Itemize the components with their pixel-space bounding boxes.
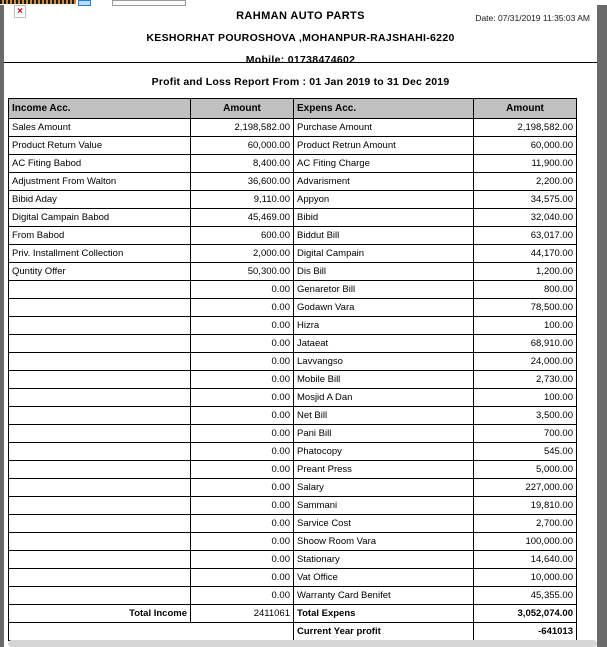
income-amount-cell: 0.00	[191, 280, 294, 298]
column-header-expense-acc: Expens Acc.	[294, 99, 474, 118]
table-row	[9, 244, 576, 262]
table-row	[9, 370, 576, 388]
expense-amount-cell: 68,910.00	[474, 334, 576, 352]
column-header-income-amount: Amount	[191, 99, 294, 118]
income-amount-cell: 2,198,582.00	[191, 118, 294, 136]
expense-amount-cell: 45,355.00	[474, 586, 576, 604]
table-row	[9, 298, 576, 316]
company-name: RAHMAN AUTO PARTS	[236, 10, 365, 22]
income-amount-cell: 0.00	[191, 352, 294, 370]
expense-label-cell: Biddut Bill	[294, 226, 474, 244]
company-mobile: Mobile: 01738474602	[245, 54, 356, 66]
income-amount-cell: 0.00	[191, 532, 294, 550]
profit-loss-table	[8, 98, 577, 641]
income-label-cell: Product Return Value	[9, 136, 191, 154]
income-amount-cell: 0.00	[191, 334, 294, 352]
table-row	[9, 568, 576, 586]
expense-label-cell: Purchase Amount	[294, 118, 474, 136]
expense-label-cell: Dis Bill	[294, 262, 474, 280]
expense-amount-cell: 227,000.00	[474, 478, 576, 496]
income-label-cell	[9, 550, 191, 568]
expense-amount-cell: 11,900.00	[474, 154, 576, 172]
totals-row	[9, 604, 576, 622]
profit-row-empty-cell	[9, 622, 294, 640]
income-amount-cell: 0.00	[191, 496, 294, 514]
income-label-cell	[9, 316, 191, 334]
income-amount-cell: 36,600.00	[191, 172, 294, 190]
expense-amount-cell: 100,000.00	[474, 532, 576, 550]
income-label-cell: Adjustment From Walton	[9, 172, 191, 190]
expense-amount-cell: 1,200.00	[474, 262, 576, 280]
expense-amount-cell: 63,017.00	[474, 226, 576, 244]
expense-label-cell: Mobile Bill	[294, 370, 474, 388]
table-row	[9, 208, 576, 226]
income-label-cell: Quntity Offer	[9, 262, 191, 280]
income-label-cell	[9, 586, 191, 604]
income-label-cell	[9, 442, 191, 460]
income-amount-cell: 60,000.00	[191, 136, 294, 154]
table-row	[9, 424, 576, 442]
income-label-cell	[9, 532, 191, 550]
income-amount-cell: 0.00	[191, 586, 294, 604]
table-row	[9, 316, 576, 334]
table-row	[9, 334, 576, 352]
expense-amount-cell: 5,000.00	[474, 460, 576, 478]
table-row	[9, 226, 576, 244]
table-row	[9, 460, 576, 478]
expense-amount-cell: 78,500.00	[474, 298, 576, 316]
expense-amount-cell: 700.00	[474, 424, 576, 442]
income-label-cell	[9, 280, 191, 298]
expense-amount-cell: 19,810.00	[474, 496, 576, 514]
table-row	[9, 478, 576, 496]
expense-label-cell: Pani Bill	[294, 424, 474, 442]
expense-label-cell: Lavvangso	[294, 352, 474, 370]
income-amount-cell: 2,000.00	[191, 244, 294, 262]
expense-label-cell: Stationary	[294, 550, 474, 568]
income-label-cell: Priv. Installment Collection	[9, 244, 191, 262]
table-row	[9, 118, 576, 136]
income-amount-cell: 0.00	[191, 298, 294, 316]
horizontal-scrollbar[interactable]	[8, 640, 597, 647]
report-title: Profit and Loss Report From : 01 Jan 2019 to 31 Dec 2019	[151, 76, 450, 88]
table-row	[9, 172, 576, 190]
table-row	[9, 190, 576, 208]
expense-amount-cell: 24,000.00	[474, 352, 576, 370]
current-year-profit-value: -641013	[474, 622, 576, 640]
expense-label-cell: Net Bill	[294, 406, 474, 424]
income-amount-cell: 0.00	[191, 550, 294, 568]
expense-label-cell: Vat Office	[294, 568, 474, 586]
expense-amount-cell: 2,200.00	[474, 172, 576, 190]
column-header-expense-amount: Amount	[506, 103, 544, 114]
table-row	[9, 262, 576, 280]
expense-amount-cell: 44,170.00	[474, 244, 576, 262]
expense-label-cell: Jataeat	[294, 334, 474, 352]
expense-label-cell: Sammani	[294, 496, 474, 514]
profit-row	[9, 622, 576, 640]
table-row	[9, 352, 576, 370]
current-year-profit-label: Current Year profit	[294, 622, 474, 640]
total-expense-value: 3,052,074.00	[474, 604, 576, 622]
income-amount-cell: 50,300.00	[191, 262, 294, 280]
income-label-cell	[9, 388, 191, 406]
expense-amount-cell: 32,040.00	[474, 208, 576, 226]
table-row	[9, 550, 576, 568]
income-amount-cell: 0.00	[191, 406, 294, 424]
report-header	[4, 0, 597, 66]
expense-label-cell: Godawn Vara	[294, 298, 474, 316]
expense-amount-cell: 10,000.00	[474, 568, 576, 586]
expense-amount-cell: 3,500.00	[474, 406, 576, 424]
broken-image-icon: ×	[14, 5, 26, 18]
expense-label-cell: AC Fiting Charge	[294, 154, 474, 172]
income-label-cell	[9, 424, 191, 442]
table-row	[9, 136, 576, 154]
table-row	[9, 154, 576, 172]
income-label-cell	[9, 496, 191, 514]
total-expense-label: Total Expens	[294, 604, 474, 622]
income-amount-cell: 8,400.00	[191, 154, 294, 172]
income-label-cell	[9, 460, 191, 478]
income-amount-cell: 0.00	[191, 388, 294, 406]
expense-label-cell: Phatocopy	[294, 442, 474, 460]
income-label-cell: Sales Amount	[9, 118, 191, 136]
left-frame-bar	[0, 5, 4, 647]
income-amount-cell: 45,469.00	[191, 208, 294, 226]
column-header-income-acc: Income Acc.	[9, 99, 191, 118]
expense-amount-cell: 2,700.00	[474, 514, 576, 532]
table-header-row	[9, 99, 576, 118]
income-label-cell	[9, 370, 191, 388]
total-income-label: Total Income	[9, 604, 191, 622]
expense-label-cell: Preant Press	[294, 460, 474, 478]
expense-label-cell: Sarvice Cost	[294, 514, 474, 532]
income-amount-cell: 0.00	[191, 460, 294, 478]
table-row	[9, 280, 576, 298]
expense-label-cell: Hizra	[294, 316, 474, 334]
income-amount-cell: 0.00	[191, 442, 294, 460]
table-row	[9, 532, 576, 550]
income-amount-cell: 0.00	[191, 370, 294, 388]
table-row	[9, 496, 576, 514]
expense-amount-cell: 14,640.00	[474, 550, 576, 568]
expense-amount-cell: 800.00	[474, 280, 576, 298]
expense-amount-cell: 100.00	[474, 316, 576, 334]
expense-amount-cell: 34,575.00	[474, 190, 576, 208]
income-amount-cell: 0.00	[191, 478, 294, 496]
expense-label-cell: Warranty Card Benifet	[294, 586, 474, 604]
income-label-cell: From Babod	[9, 226, 191, 244]
income-label-cell	[9, 352, 191, 370]
income-amount-cell: 0.00	[191, 316, 294, 334]
company-address: KESHORHAT POUROSHOVA ,MOHANPUR-RAJSHAHI-6220	[146, 32, 455, 44]
income-label-cell: AC Fiting Babod	[9, 154, 191, 172]
income-label-cell	[9, 514, 191, 532]
income-amount-cell: 600.00	[191, 226, 294, 244]
expense-amount-cell: 545.00	[474, 442, 576, 460]
expense-label-cell: Product Retrun Amount	[294, 136, 474, 154]
income-amount-cell: 9,110.00	[191, 190, 294, 208]
income-amount-cell: 0.00	[191, 424, 294, 442]
header-divider	[4, 62, 597, 63]
table-row	[9, 388, 576, 406]
expense-label-cell: Digital Campain	[294, 244, 474, 262]
expense-amount-cell: 2,730.00	[474, 370, 576, 388]
expense-label-cell: Genaretor Bill	[294, 280, 474, 298]
income-label-cell	[9, 406, 191, 424]
total-income-value: 2411061	[191, 604, 294, 622]
income-label-cell	[9, 478, 191, 496]
table-row	[9, 406, 576, 424]
table-row	[9, 586, 576, 604]
expense-label-cell: Advarisment	[294, 172, 474, 190]
expense-amount-cell: 2,198,582.00	[474, 118, 576, 136]
table-row	[9, 514, 576, 532]
expense-label-cell: Shoow Room Vara	[294, 532, 474, 550]
income-label-cell	[9, 298, 191, 316]
income-label-cell	[9, 334, 191, 352]
report-date: Date: 07/31/2019 11:35:03 AM	[475, 13, 590, 23]
expense-label-cell: Salary	[294, 478, 474, 496]
right-frame-bar	[597, 5, 607, 647]
expense-amount-cell: 100.00	[474, 388, 576, 406]
income-label-cell	[9, 568, 191, 586]
table-body	[9, 118, 576, 604]
expense-label-cell: Mosjid A Dan	[294, 388, 474, 406]
expense-label-cell: Appyon	[294, 190, 474, 208]
expense-amount-cell: 60,000.00	[474, 136, 576, 154]
income-amount-cell: 0.00	[191, 514, 294, 532]
income-label-cell: Digital Campain Babod	[9, 208, 191, 226]
expense-label-cell: Bibid	[294, 208, 474, 226]
income-label-cell: Bibid Aday	[9, 190, 191, 208]
table-row	[9, 442, 576, 460]
income-amount-cell: 0.00	[191, 568, 294, 586]
